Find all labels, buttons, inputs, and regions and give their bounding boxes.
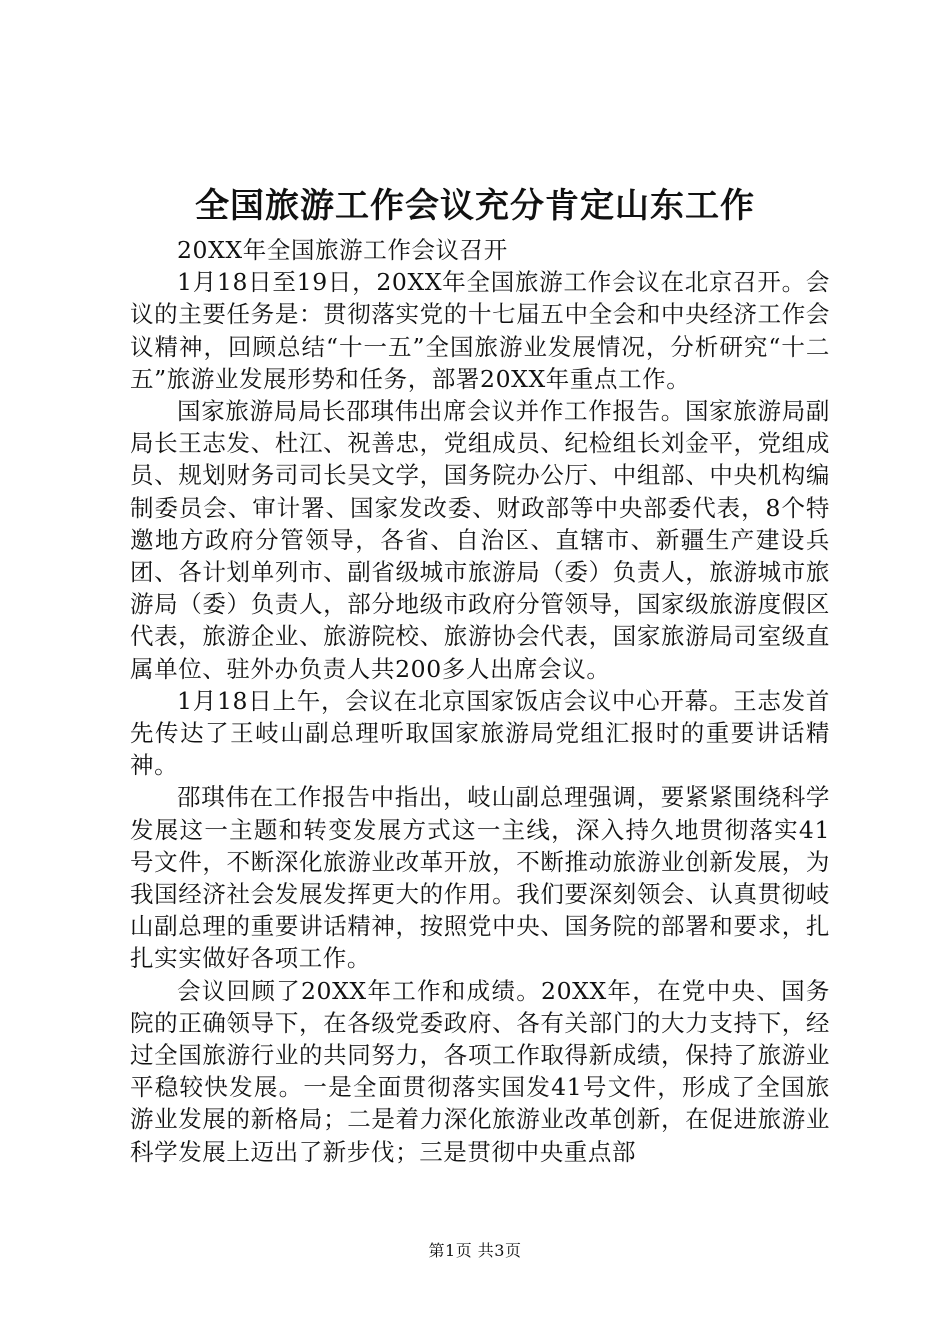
- page-number-footer: 第1页 共3页: [428, 1241, 522, 1260]
- document-title: 全国旅游工作会议充分肯定山东工作: [195, 186, 755, 226]
- paragraph-opening: 1月18日上午，会议在北京国家饭店会议中心开幕。王志发首先传达了王岐山副总理听取国家旅游局党组汇报时的重要讲话精神。: [130, 686, 830, 780]
- paragraph-meeting-summary: 1月18日至19日，20XX年全国旅游工作会议在北京召开。会议的主要任务是：贯彻落实党的十七届五中全会和中央经济工作会议精神，回顾总结“十一五”全国旅游业发展情况，分析研究“十二五”旅游业发展形势和任务，部署20XX年重点工作。: [130, 268, 830, 393]
- paragraph-report: 邵琪伟在工作报告中指出，岐山副总理强调，要紧紧围绕科学发展这一主题和转变发展方式这一主线，深入持久地贯彻落实41号文件，不断深化旅游业改革开放，不断推动旅游业创新发展，为我国经济社会发展发挥更大的作用。我们要深刻领会、认真贯彻岐山副总理的重要讲话精神，按照党中央、国务院的部署和要求，扎扎实实做好各项工作。: [130, 783, 830, 973]
- document-body: [130, 234, 830, 1168]
- paragraph-attendees: 国家旅游局局长邵琪伟出席会议并作工作报告。国家旅游局副局长王志发、杜江、祝善忠，党组成员、纪检组长刘金平，党组成员、规划财务司司长吴文学，国务院办公厅、中组部、中央机构编制委员会、审计署、国家发改委、财政部等中央部委代表，8个特邀地方政府分管领导，各省、自治区、直辖市、新疆生产建设兵团、各计划单列市、副省级城市旅游局（委）负责人，旅游城市旅游局（委）负责人，部分地级市政府分管领导，国家级旅游度假区代表，旅游企业、旅游院校、旅游协会代表，国家旅游局司室级直属单位、驻外办负责人共200多人出席会议。: [130, 397, 830, 683]
- paragraph-review: 会议回顾了20XX年工作和成绩。20XX年，在党中央、国务院的正确领导下，在各级党委政府、各有关部门的大力支持下，经过全国旅游行业的共同努力，各项工作取得新成绩，保持了旅游业平稳较快发展。一是全面贯彻落实国发41号文件，形成了全国旅游业发展的新格局；二是着力深化旅游业改革创新，在促进旅游业科学发展上迈出了新步伐；三是贯彻中央重点部: [130, 976, 830, 1166]
- paragraph-subheading: 20XX年全国旅游工作会议召开: [177, 236, 508, 264]
